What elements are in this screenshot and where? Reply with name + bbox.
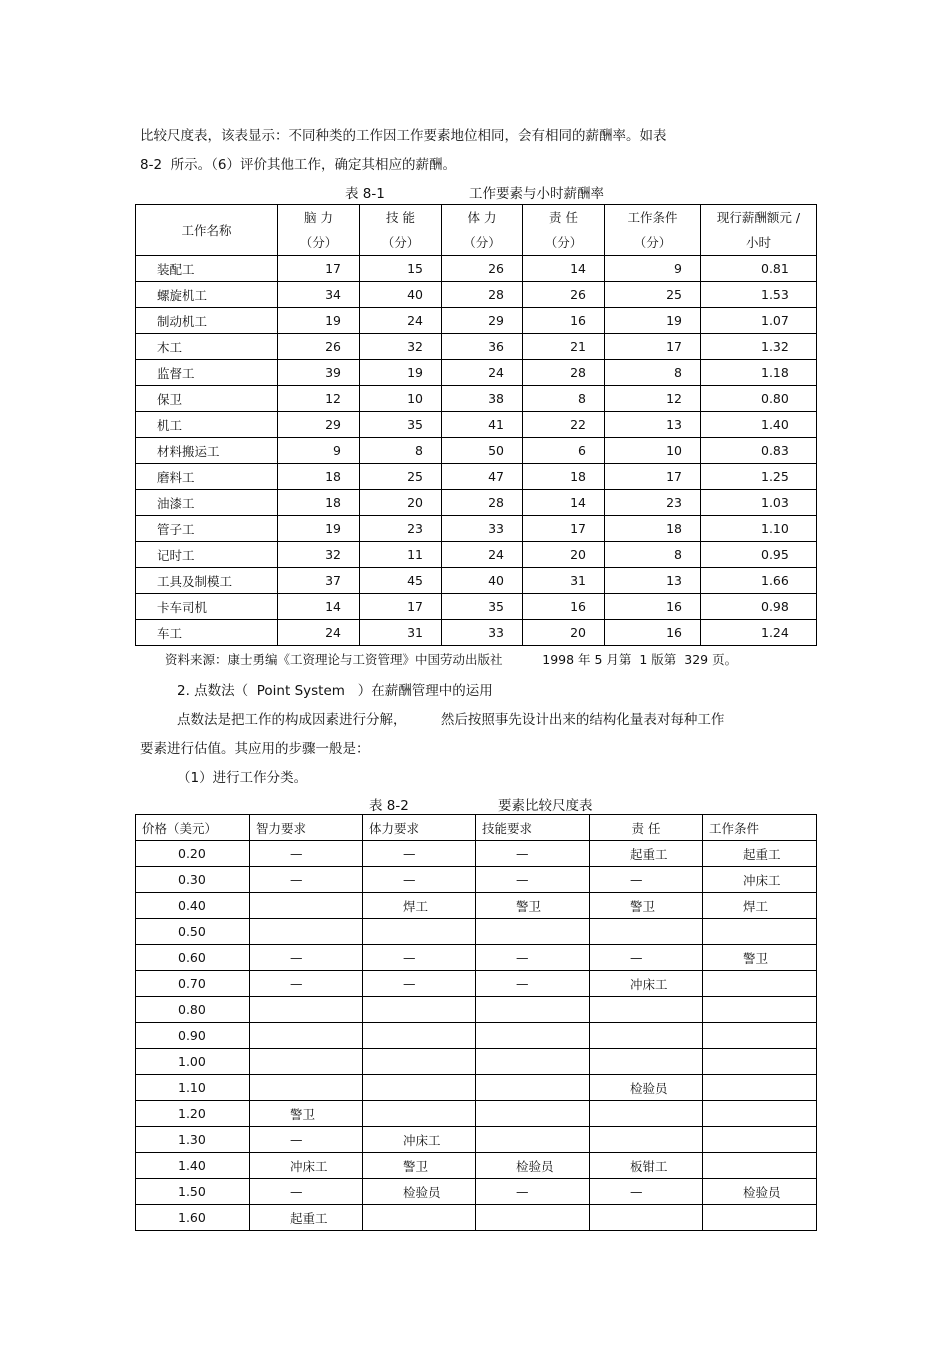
score-cell: 50	[442, 438, 523, 464]
table1-header-top: 技 能	[386, 210, 415, 225]
score-cell: 25	[360, 464, 442, 490]
table2-header-cell: 体力要求	[363, 815, 476, 841]
score-cell: 13	[605, 568, 701, 594]
wage-rate-cell: 1.10	[701, 516, 817, 542]
score-cell: 19	[605, 308, 701, 334]
table-row	[136, 412, 817, 438]
table-row	[136, 620, 817, 646]
job-cell	[703, 1205, 817, 1231]
price-cell: 1.50	[136, 1179, 250, 1205]
table1-header-cell	[701, 205, 817, 256]
score-cell: 40	[442, 568, 523, 594]
job-cell: —	[476, 867, 590, 893]
score-cell: 32	[278, 542, 360, 568]
job-cell: 焊工	[363, 893, 476, 919]
job-cell	[250, 1023, 363, 1049]
table1-header-bottom: （分）	[463, 235, 501, 250]
score-cell: 8	[523, 386, 605, 412]
job-cell: —	[590, 945, 703, 971]
table1-header-top: 现行薪酬额元 /	[716, 210, 801, 225]
table-row	[136, 867, 817, 893]
table1-header-bottom: （分）	[299, 235, 338, 250]
job-cell	[476, 1049, 590, 1075]
job-name-cell: 保卫	[136, 386, 278, 412]
price-cell: 1.00	[136, 1049, 250, 1075]
table-row	[136, 490, 817, 516]
table-row	[136, 1075, 817, 1101]
job-name-cell: 监督工	[136, 360, 278, 386]
job-cell	[363, 1023, 476, 1049]
score-cell: 29	[442, 308, 523, 334]
score-cell: 17	[278, 256, 360, 282]
score-cell: 26	[442, 256, 523, 282]
score-cell: 18	[278, 490, 360, 516]
job-cell: 起重工	[703, 841, 817, 867]
score-cell: 23	[360, 516, 442, 542]
job-cell: —	[250, 971, 363, 997]
score-cell: 26	[278, 334, 360, 360]
score-cell: 16	[523, 308, 605, 334]
table-row	[136, 971, 817, 997]
job-cell	[476, 919, 590, 945]
job-cell	[590, 1101, 703, 1127]
job-cell: 警卫	[590, 893, 703, 919]
job-name-cell: 管子工	[136, 516, 278, 542]
job-cell	[250, 893, 363, 919]
score-cell: 24	[442, 360, 523, 386]
job-cell: —	[476, 841, 590, 867]
job-cell	[703, 1075, 817, 1101]
score-cell: 19	[278, 308, 360, 334]
table2-header-cell: 技能要求	[476, 815, 590, 841]
price-cell: 0.70	[136, 971, 250, 997]
job-cell	[250, 1049, 363, 1075]
wage-rate-cell: 1.53	[701, 282, 817, 308]
job-cell	[363, 1101, 476, 1127]
job-cell	[590, 997, 703, 1023]
job-cell: 检验员	[363, 1179, 476, 1205]
score-cell: 18	[605, 516, 701, 542]
table-row	[136, 464, 817, 490]
job-name-cell: 装配工	[136, 256, 278, 282]
wage-rate-cell: 0.83	[701, 438, 817, 464]
table2-caption-number: 表 8-2	[369, 798, 409, 814]
job-cell	[476, 1075, 590, 1101]
score-cell: 32	[360, 334, 442, 360]
score-cell: 19	[278, 516, 360, 542]
wage-rate-cell: 1.40	[701, 412, 817, 438]
table2-header-cell: 价格（美元）	[136, 815, 250, 841]
table2-header-cell: 责 任	[590, 815, 703, 841]
table2-body	[136, 841, 817, 1231]
job-cell	[703, 919, 817, 945]
score-cell: 22	[523, 412, 605, 438]
job-cell: —	[363, 867, 476, 893]
job-cell	[590, 1049, 703, 1075]
price-cell: 0.40	[136, 893, 250, 919]
table1-header-bottom: （分）	[633, 235, 672, 250]
score-cell: 39	[278, 360, 360, 386]
table-row	[136, 1127, 817, 1153]
job-cell: —	[250, 841, 363, 867]
score-cell: 33	[442, 516, 523, 542]
table2-header-cell: 智力要求	[250, 815, 363, 841]
table1-header-top: 体 力	[467, 210, 497, 225]
job-cell: 检验员	[590, 1075, 703, 1101]
job-cell	[590, 919, 703, 945]
factor-comparison-table	[135, 814, 817, 1231]
score-cell: 6	[523, 438, 605, 464]
table-row	[136, 516, 817, 542]
table-row	[136, 1153, 817, 1179]
job-cell: 起重工	[590, 841, 703, 867]
score-cell: 41	[442, 412, 523, 438]
source-note: 资料来源：康士勇编《工资理论与工资管理》中国劳动出版社 1998 年 5 月第 1 版第 329 页。	[165, 652, 738, 667]
job-cell	[590, 1127, 703, 1153]
score-cell: 20	[523, 620, 605, 646]
score-cell: 10	[605, 438, 701, 464]
table-row	[136, 308, 817, 334]
score-cell: 14	[278, 594, 360, 620]
job-cell: —	[250, 1179, 363, 1205]
job-cell: —	[250, 867, 363, 893]
score-cell: 26	[523, 282, 605, 308]
score-cell: 20	[360, 490, 442, 516]
score-cell: 8	[605, 360, 701, 386]
score-cell: 36	[442, 334, 523, 360]
wage-rate-cell: 0.81	[701, 256, 817, 282]
wage-rate-table	[135, 204, 817, 646]
job-cell	[590, 1023, 703, 1049]
price-cell: 0.90	[136, 1023, 250, 1049]
job-cell: 板钳工	[590, 1153, 703, 1179]
score-cell: 10	[360, 386, 442, 412]
job-cell	[476, 1101, 590, 1127]
table-row	[136, 1179, 817, 1205]
table1-header-top: 责 任	[549, 210, 578, 225]
wage-rate-cell: 1.07	[701, 308, 817, 334]
table-row	[136, 282, 817, 308]
table-row	[136, 386, 817, 412]
table1-header-bottom: （分）	[544, 235, 583, 250]
table-row	[136, 1205, 817, 1231]
wage-rate-cell: 1.66	[701, 568, 817, 594]
score-cell: 9	[605, 256, 701, 282]
job-cell	[703, 1023, 817, 1049]
job-cell: —	[250, 1127, 363, 1153]
score-cell: 45	[360, 568, 442, 594]
job-cell	[703, 1127, 817, 1153]
job-cell: 警卫	[363, 1153, 476, 1179]
score-cell: 23	[605, 490, 701, 516]
job-name-cell: 机工	[136, 412, 278, 438]
price-cell: 0.80	[136, 997, 250, 1023]
score-cell: 14	[523, 256, 605, 282]
price-cell: 0.60	[136, 945, 250, 971]
job-cell: 冲床工	[703, 867, 817, 893]
table1-caption-number: 表 8-1	[345, 186, 385, 202]
job-cell: —	[590, 1179, 703, 1205]
table1-header-top: 工作名称	[181, 222, 232, 238]
wage-rate-cell: 0.80	[701, 386, 817, 412]
job-cell: 起重工	[250, 1205, 363, 1231]
job-cell: —	[476, 945, 590, 971]
job-cell: 焊工	[703, 893, 817, 919]
table-row	[136, 360, 817, 386]
score-cell: 14	[523, 490, 605, 516]
score-cell: 16	[523, 594, 605, 620]
price-cell: 1.40	[136, 1153, 250, 1179]
score-cell: 8	[360, 438, 442, 464]
table-row	[136, 594, 817, 620]
wage-rate-cell: 1.03	[701, 490, 817, 516]
section-heading: 2. 点数法（ Point System ）在薪酬管理中的运用	[177, 683, 493, 699]
job-name-cell: 卡车司机	[136, 594, 278, 620]
score-cell: 12	[605, 386, 701, 412]
paragraph-line-2: 要素进行估值。其应用的步骤一般是：	[140, 741, 370, 757]
table-row	[136, 256, 817, 282]
table-row	[136, 542, 817, 568]
table-row	[136, 893, 817, 919]
score-cell: 8	[605, 542, 701, 568]
score-cell: 28	[523, 360, 605, 386]
job-cell	[363, 1049, 476, 1075]
table-row	[136, 568, 817, 594]
table-row	[136, 334, 817, 360]
table-row	[136, 438, 817, 464]
score-cell: 31	[523, 568, 605, 594]
score-cell: 35	[442, 594, 523, 620]
job-name-cell: 车工	[136, 620, 278, 646]
price-cell: 1.30	[136, 1127, 250, 1153]
job-cell: 警卫	[476, 893, 590, 919]
price-cell: 1.60	[136, 1205, 250, 1231]
score-cell: 40	[360, 282, 442, 308]
job-name-cell: 工具及制模工	[136, 568, 278, 594]
score-cell: 17	[360, 594, 442, 620]
score-cell: 31	[360, 620, 442, 646]
job-name-cell: 木工	[136, 334, 278, 360]
score-cell: 15	[360, 256, 442, 282]
wage-rate-cell: 1.32	[701, 334, 817, 360]
job-name-cell: 磨料工	[136, 464, 278, 490]
table1-header-bottom: 小时	[745, 235, 771, 250]
table1-header-cell	[278, 205, 360, 256]
job-cell: —	[363, 971, 476, 997]
score-cell: 38	[442, 386, 523, 412]
table2-caption-title: 要素比较尺度表	[498, 798, 593, 814]
job-name-cell: 记时工	[136, 542, 278, 568]
table-row	[136, 1049, 817, 1075]
job-cell: 冲床工	[363, 1127, 476, 1153]
job-cell	[250, 1075, 363, 1101]
job-cell: 冲床工	[590, 971, 703, 997]
score-cell: 28	[442, 490, 523, 516]
table1-header-row	[136, 205, 817, 256]
score-cell: 9	[278, 438, 360, 464]
score-cell: 35	[360, 412, 442, 438]
price-cell: 0.30	[136, 867, 250, 893]
paragraph-line-1: 点数法是把工作的构成因素进行分解， 然后按照事先设计出来的结构化量表对每种工作	[177, 712, 725, 728]
job-cell	[250, 997, 363, 1023]
score-cell: 28	[442, 282, 523, 308]
price-cell: 1.20	[136, 1101, 250, 1127]
wage-rate-cell: 0.98	[701, 594, 817, 620]
job-cell: 警卫	[703, 945, 817, 971]
job-cell: —	[250, 945, 363, 971]
score-cell: 47	[442, 464, 523, 490]
score-cell: 21	[523, 334, 605, 360]
score-cell: 17	[605, 464, 701, 490]
job-cell: —	[476, 1179, 590, 1205]
score-cell: 24	[360, 308, 442, 334]
job-cell	[476, 1127, 590, 1153]
job-name-cell: 制动机工	[136, 308, 278, 334]
job-cell	[703, 1049, 817, 1075]
score-cell: 13	[605, 412, 701, 438]
job-cell	[476, 1023, 590, 1049]
wage-rate-cell: 1.24	[701, 620, 817, 646]
table1-header-cell	[442, 205, 523, 256]
job-name-cell: 材料搬运工	[136, 438, 278, 464]
table2-header-cell: 工作条件	[703, 815, 817, 841]
score-cell: 20	[523, 542, 605, 568]
table-row	[136, 919, 817, 945]
intro-line-2: 8-2 所示。（6）评价其他工作，确定其相应的薪酬。	[140, 157, 456, 173]
job-cell	[703, 1153, 817, 1179]
job-cell: —	[363, 841, 476, 867]
job-cell	[476, 997, 590, 1023]
step-1: （1）进行工作分类。	[177, 770, 308, 786]
job-cell	[703, 997, 817, 1023]
table-row	[136, 1101, 817, 1127]
score-cell: 34	[278, 282, 360, 308]
job-cell: —	[476, 971, 590, 997]
job-cell: —	[590, 867, 703, 893]
table1-header-bottom: （分）	[381, 235, 420, 250]
table1-header-top: 脑 力	[304, 210, 333, 225]
wage-rate-cell: 1.25	[701, 464, 817, 490]
job-cell: 检验员	[476, 1153, 590, 1179]
score-cell: 17	[523, 516, 605, 542]
table1-header-cell	[136, 205, 278, 256]
price-cell: 0.20	[136, 841, 250, 867]
table-row	[136, 841, 817, 867]
score-cell: 24	[278, 620, 360, 646]
job-name-cell: 螺旋机工	[136, 282, 278, 308]
job-cell	[363, 1205, 476, 1231]
score-cell: 24	[442, 542, 523, 568]
job-cell	[363, 1075, 476, 1101]
table1-body	[136, 256, 817, 646]
job-cell: 警卫	[250, 1101, 363, 1127]
score-cell: 37	[278, 568, 360, 594]
score-cell: 25	[605, 282, 701, 308]
table-row	[136, 997, 817, 1023]
score-cell: 33	[442, 620, 523, 646]
table1-header-cell	[523, 205, 605, 256]
table-row	[136, 945, 817, 971]
price-cell: 1.10	[136, 1075, 250, 1101]
job-cell	[703, 1101, 817, 1127]
wage-rate-cell: 1.18	[701, 360, 817, 386]
score-cell: 12	[278, 386, 360, 412]
score-cell: 19	[360, 360, 442, 386]
job-cell: 检验员	[703, 1179, 817, 1205]
table1-header-cell	[605, 205, 701, 256]
job-cell: —	[363, 945, 476, 971]
job-cell	[363, 919, 476, 945]
score-cell: 11	[360, 542, 442, 568]
table-row	[136, 1023, 817, 1049]
job-cell	[250, 919, 363, 945]
wage-rate-cell: 0.95	[701, 542, 817, 568]
job-name-cell: 油漆工	[136, 490, 278, 516]
job-cell	[476, 1205, 590, 1231]
table1-caption-title: 工作要素与小时薪酬率	[469, 186, 604, 202]
intro-line-1: 比较尺度表，该表显示：不同种类的工作因工作要素地位相同，会有相同的薪酬率。如表	[140, 128, 667, 144]
price-cell: 0.50	[136, 919, 250, 945]
score-cell: 18	[278, 464, 360, 490]
table1-header-top: 工作条件	[627, 210, 678, 225]
job-cell	[590, 1205, 703, 1231]
score-cell: 29	[278, 412, 360, 438]
score-cell: 16	[605, 594, 701, 620]
table1-header-cell	[360, 205, 442, 256]
job-cell: 冲床工	[250, 1153, 363, 1179]
score-cell: 16	[605, 620, 701, 646]
job-cell	[363, 997, 476, 1023]
job-cell	[703, 971, 817, 997]
table2-header-row	[136, 815, 817, 841]
score-cell: 17	[605, 334, 701, 360]
score-cell: 18	[523, 464, 605, 490]
